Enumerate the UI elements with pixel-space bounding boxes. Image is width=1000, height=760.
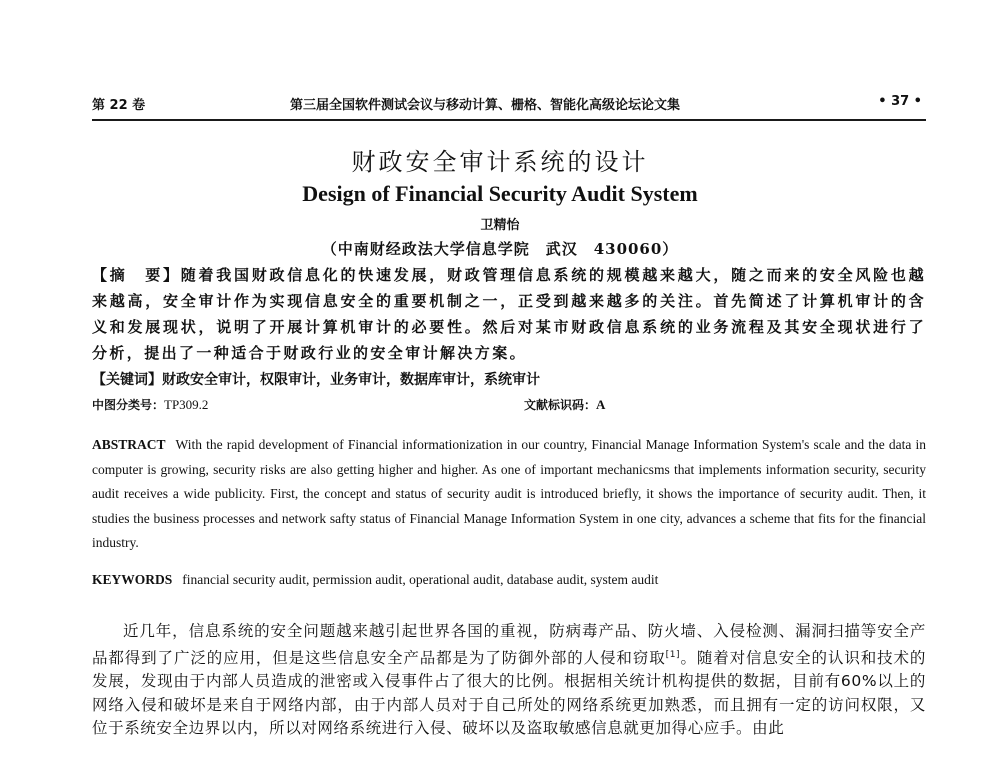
clc-value: TP309.2 (164, 397, 209, 412)
abstract-english-text: With the rapid development of Financial informationization in our country, Financial Manage Information System's scale and the data in computer is growing, security risks are also getting higher and higher. As one of important mechanicsms that implements information security, security audit receives a wide publicity. First, the concept and status of security audit is introduced briefly, it shows the importance of security audit. Then, it studies the business processes and network safty status of Financial Manage Information System in one city, advances a scheme that fits for the financial industry. (92, 437, 926, 550)
author-affiliation: （中南财经政法大学信息学院 武汉 430060） (321, 240, 679, 258)
header-rule (92, 119, 926, 121)
keywords-english (92, 568, 926, 592)
abstract-chinese (92, 262, 926, 366)
abstract-chinese-text: 随着我国财政信息化的快速发展，财政管理信息系统的规模越来越大，随之而来的安全风险也越来越高，安全审计作为实现信息安全的重要机制之一，正受到越来越多的关注。首先简述了计算机审计的含义和发展现状，说明了开展计算机审计的必要性。然后对某市财政信息系统的业务流程及其安全现状进行了分析，提出了一种适合于财政行业的安全审计解决方案。 (92, 266, 926, 362)
article-title-chinese: 财政安全审计系统的设计 (351, 148, 649, 176)
volume-label: 第 22 卷 (92, 98, 146, 113)
keywords-english-text: financial security audit, permission audit, operational audit, database audit, system audit (182, 572, 659, 587)
running-header (92, 92, 926, 114)
citation-reference[interactable]: [1] (665, 649, 681, 660)
body-text (92, 620, 926, 741)
author-name: 卫精怡 (480, 218, 520, 233)
abstract-chinese-label: 【摘 要】 (92, 266, 181, 284)
keywords-chinese-label: 【关键词】 (92, 372, 162, 388)
body-paragraph-text-1: 近几年，信息系统的安全问题越来越引起世界各国的重视，防病毒产品、防火墙、入侵检测、漏洞扫描等安全产品都得到了广泛的应用，但是这些信息安全产品都是为了防御外部的人侵和窃取 (92, 622, 926, 667)
keywords-chinese (92, 369, 926, 391)
clc-number (92, 396, 208, 413)
clc-label: 中图分类号： (92, 398, 165, 412)
body-paragraph-text-2: 。随着对信息安全的认识和技术的发展，发现由于内部人员造成的泄密或入侵事件占了很大的比例。根据相关统计机构提供的数据，目前有60%以上的网络入侵和破坏是来自于网络内部，由于内部人员对于自己所处的网络系统更加熟悉，而且拥有一定的访问权限，又位于系统安全边界以内，所以对网络系统进行入侵、破坏以及盗取敏感信息就更加得心应手。由此 (92, 648, 926, 738)
classification-row (92, 392, 926, 414)
page-number: • 37 • (878, 94, 922, 109)
abstract-english-label: ABSTRACT (92, 437, 166, 452)
article-title-english: Design of Financial Security Audit System (302, 181, 698, 206)
document-code (524, 396, 605, 413)
keywords-chinese-text: 财政安全审计，权限审计，业务审计，数据库审计，系统审计 (162, 372, 540, 388)
document-code-value: A (596, 397, 606, 412)
keywords-english-label: KEYWORDS (92, 572, 173, 587)
body-paragraph (92, 620, 926, 741)
document-code-label: 文献标识码： (524, 398, 597, 412)
abstract-english (92, 433, 926, 556)
proceedings-title: 第三届全国软件测试会议与移动计算、栅格、智能化高级论坛论文集 (290, 98, 681, 113)
